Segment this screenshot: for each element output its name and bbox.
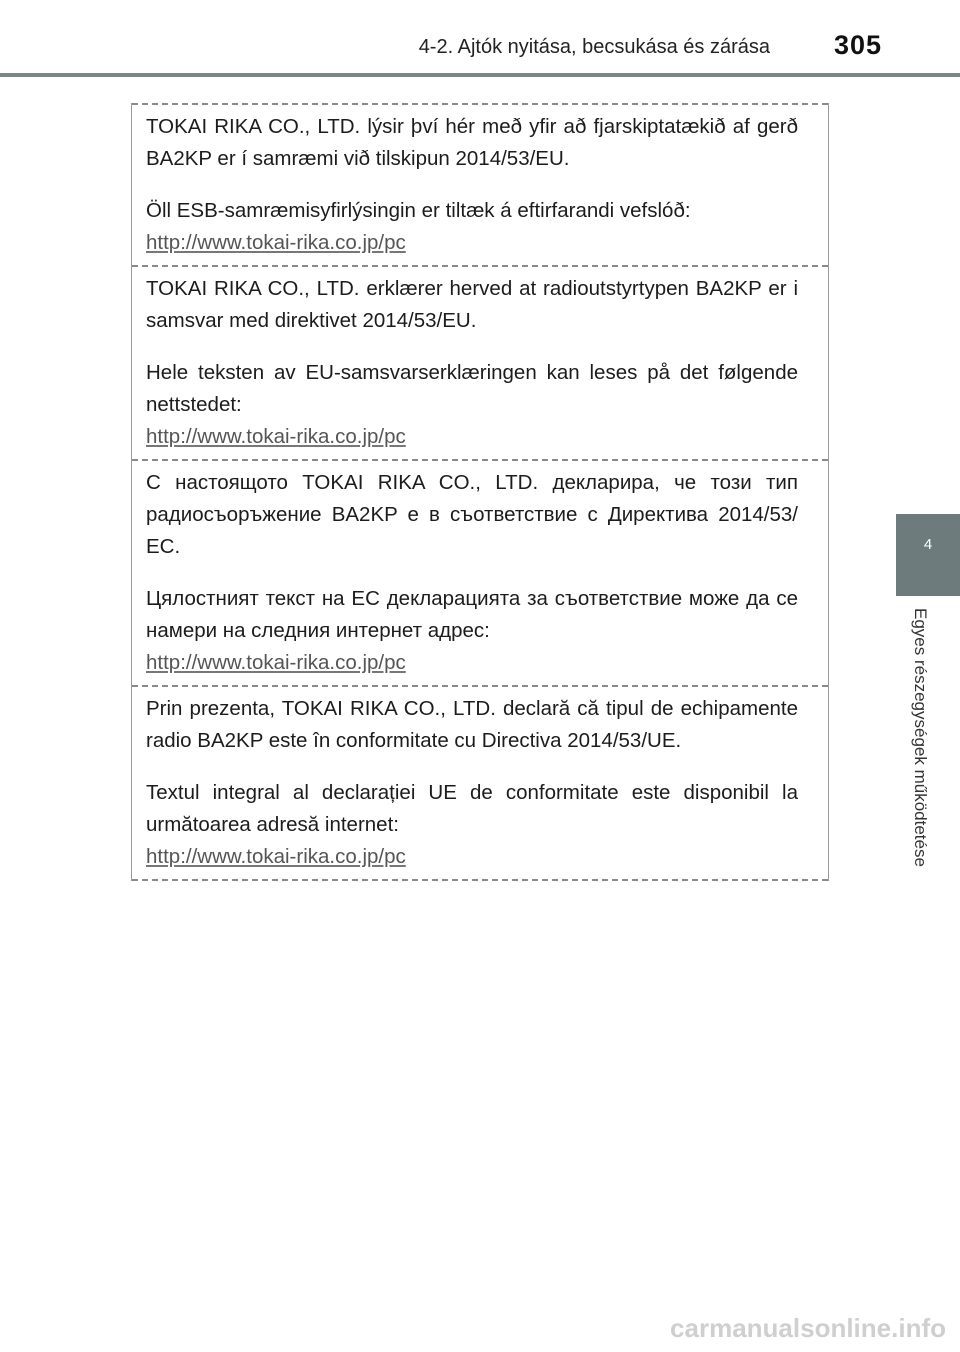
declaration-url-link[interactable]: http://www.tokai-rika.co.jp/pc: [146, 651, 406, 674]
declaration-statement: Prin prezenta, TOKAI RIKA CO., LTD. declară că tipul de echipamente radio BA2KP este în conformitate cu Directiva 2014/53/UE.: [146, 697, 798, 752]
page-number: 305: [833, 30, 882, 60]
declaration-romanian: [132, 685, 828, 881]
declaration-info: Hele teksten av EU-samsvarserklæringen kan leses på det følgende nettstedet:: [146, 361, 798, 416]
declaration-statement: TOKAI RIKA CO., LTD. lýsir því hér með yfir að fjarskiptatækið af gerð BA2KP er í samræmi við tilskipun 2014/53/EU.: [146, 115, 798, 170]
declaration-statement: TOKAI RIKA CO., LTD. erklærer herved at radioutstyrtypen BA2KP er i samsvar med direktivet 2014/53/EU.: [146, 277, 798, 332]
header-divider: [0, 73, 960, 77]
declaration-info: Цялостният текст на ЕС декларацията за съответствие може да се намери на следния интернет адрес:: [146, 587, 798, 642]
declarations-box: [131, 103, 829, 881]
chapter-tab-box: [896, 514, 960, 596]
section-title: 4-2. Ajtók nyitása, becsukása és zárása: [418, 36, 770, 58]
chapter-label: Egyes részegységek működtetése: [911, 608, 930, 867]
declaration-info: Öll ESB-samræmisyfirlýsingin er tiltæk á eftirfarandi vefslóð:: [146, 199, 691, 222]
declaration-bulgarian: [132, 459, 828, 685]
declaration-icelandic: [132, 103, 828, 265]
declaration-url-link[interactable]: http://www.tokai-rika.co.jp/pc: [146, 845, 406, 868]
declaration-url-link[interactable]: http://www.tokai-rika.co.jp/pc: [146, 425, 406, 448]
declaration-url-link[interactable]: http://www.tokai-rika.co.jp/pc: [146, 231, 406, 254]
site-watermark: carmanualsonline.info: [670, 1313, 946, 1343]
declaration-statement: С настоящото TOKAI RIKA CO., LTD. декларира, че този тип радиосъоръжение BA2KP е в съответствие с Директива 2014/53/ЕС.: [146, 471, 798, 558]
chapter-number: 4: [923, 536, 933, 553]
declaration-info: Textul integral al declarației UE de conformitate este disponibil la următoarea adresă internet:: [146, 781, 798, 836]
declaration-norwegian: [132, 265, 828, 459]
